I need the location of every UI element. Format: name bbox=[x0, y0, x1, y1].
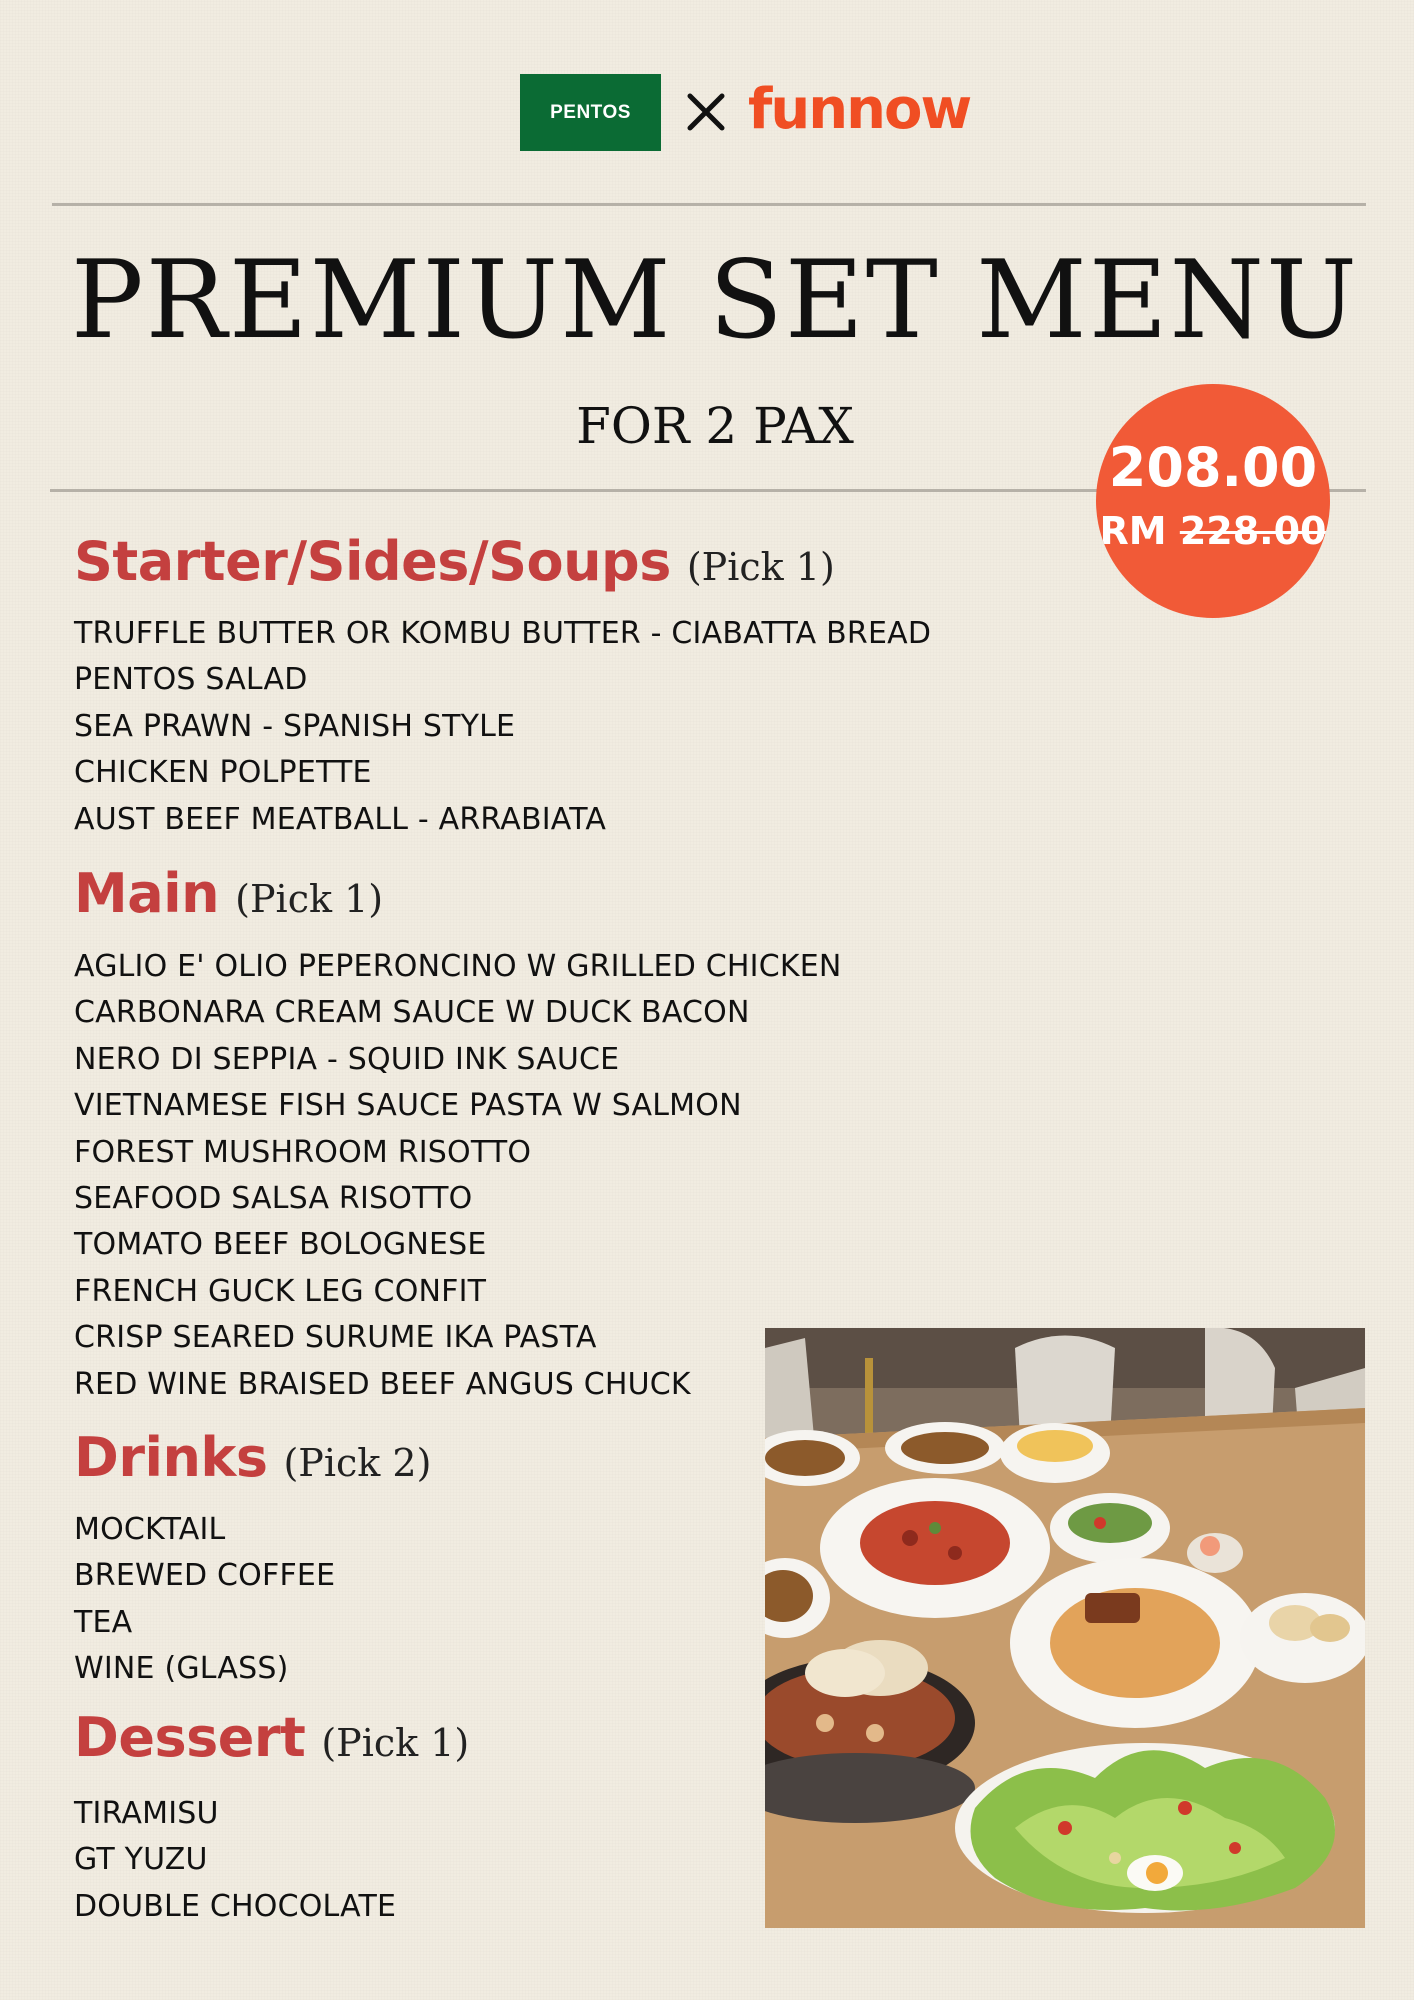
section-title: Drinks bbox=[74, 1426, 268, 1489]
list-item: TEA bbox=[74, 1604, 133, 1640]
list-item: VIETNAMESE FISH SAUCE PASTA W SALMON bbox=[74, 1088, 742, 1124]
section-heading-starters bbox=[74, 530, 835, 593]
price-badge bbox=[1096, 384, 1330, 618]
page-subtitle: FOR 2 PAX bbox=[576, 397, 854, 455]
list-item: CARBONARA CREAM SAUCE W DUCK BACON bbox=[74, 995, 750, 1031]
list-item: CHICKEN POLPETTE bbox=[74, 755, 372, 791]
dessert-list bbox=[74, 1791, 396, 1930]
section-heading-drinks bbox=[74, 1426, 431, 1489]
pentos-logo-text: PENTOS bbox=[550, 101, 631, 123]
page-title: PREMIUM SET MENU bbox=[70, 238, 1360, 363]
list-item: DOUBLE CHOCOLATE bbox=[74, 1888, 397, 1924]
section-pick: (Pick 1) bbox=[235, 877, 384, 921]
current-price: 208.00 bbox=[1108, 436, 1318, 499]
list-item: TRUFFLE BUTTER OR KOMBU BUTTER - CIABATTA BREAD bbox=[74, 616, 932, 651]
drinks-list bbox=[74, 1507, 335, 1693]
list-item: PENTOS SALAD bbox=[74, 662, 308, 698]
list-item: MOCKTAIL bbox=[74, 1512, 226, 1547]
list-item: FRENCH GUCK LEG CONFIT bbox=[74, 1273, 487, 1309]
section-title: Main bbox=[74, 862, 220, 925]
section-pick: (Pick 1) bbox=[686, 545, 835, 589]
pentos-logo bbox=[520, 74, 661, 151]
list-item: TIRAMISU bbox=[74, 1796, 219, 1831]
list-item: GT YUZU bbox=[74, 1842, 208, 1878]
main-list bbox=[74, 944, 842, 1408]
funnow-logo-text: funnow bbox=[748, 77, 971, 142]
list-item: TOMATO BEEF BOLOGNESE bbox=[74, 1227, 487, 1263]
original-price-value: 228.00 bbox=[1179, 509, 1327, 553]
list-item: AGLIO E' OLIO PEPERONCINO W GRILLED CHICKEN bbox=[74, 949, 842, 984]
section-title: Dessert bbox=[74, 1706, 306, 1769]
section-heading-main bbox=[74, 862, 383, 925]
section-title: Starter/Sides/Soups bbox=[74, 530, 671, 593]
original-price bbox=[1096, 508, 1330, 554]
list-item: BREWED COFFEE bbox=[74, 1558, 336, 1594]
list-item: SEA PRAWN - SPANISH STYLE bbox=[74, 708, 516, 744]
list-item: AUST BEEF MEATBALL - ARRABIATA bbox=[74, 801, 607, 837]
list-item: WINE (GLASS) bbox=[74, 1651, 289, 1687]
list-item: FOREST MUSHROOM RISOTTO bbox=[74, 1134, 532, 1170]
funnow-logo bbox=[748, 74, 971, 146]
food-table-photo bbox=[765, 1328, 1365, 1928]
times-icon bbox=[683, 84, 729, 140]
list-item: CRISP SEARED SURUME IKA PASTA bbox=[74, 1320, 597, 1356]
section-heading-dessert bbox=[74, 1706, 469, 1769]
section-pick: (Pick 1) bbox=[321, 1721, 470, 1765]
starters-list bbox=[74, 611, 931, 843]
list-item: NERO DI SEPPIA - SQUID INK SAUCE bbox=[74, 1041, 620, 1077]
section-pick: (Pick 2) bbox=[283, 1441, 432, 1485]
list-item: SEAFOOD SALSA RISOTTO bbox=[74, 1180, 473, 1216]
list-item: RED WINE BRAISED BEEF ANGUS CHUCK bbox=[74, 1366, 691, 1402]
currency-label: RM bbox=[1099, 509, 1167, 553]
top-divider bbox=[52, 203, 1366, 206]
